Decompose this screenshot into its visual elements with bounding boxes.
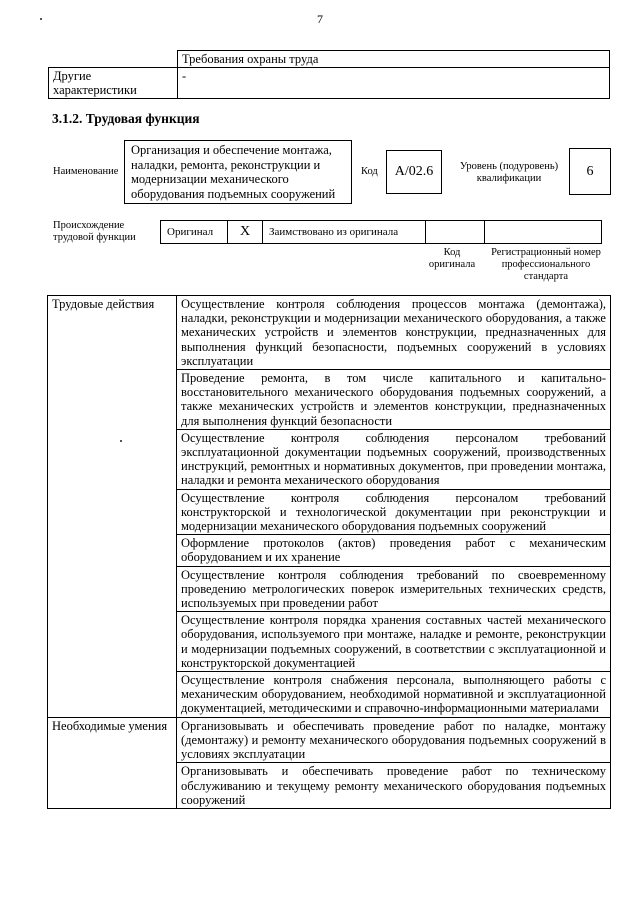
safety-requirements-cell: Требования охраны труда — [178, 51, 610, 68]
registration-number-cell — [485, 221, 602, 244]
original-mark: X — [228, 221, 263, 244]
labor-action-item: Осуществление контроля снабжения персонала, выполняющего работы с механическим оборудованием, необходимой нормативной и эксплуатационной документацией, методическими и справочно-информационными материалами — [177, 672, 611, 718]
original-code-cell — [426, 221, 485, 244]
borrowed-label: Заимствовано из оригинала — [263, 221, 426, 244]
labor-action-item: Осуществление контроля соблюдения процессов монтажа (демонтажа), наладки, реконструкции и модернизации механического оборудования, а также механических устройств и элементов конструкции, предназначенных для выполнения функций безопасности, подъемных сооружений в условиях эксплуатации — [177, 296, 611, 370]
labor-action-item: Осуществление контроля соблюдения персоналом требований конструкторской и технологической документации при реконструкции и модернизации механического оборудования подъемных сооружений — [177, 489, 611, 535]
labor-action-item: Оформление протоколов (актов) проведения работ с механическим оборудованием и их хранение — [177, 535, 611, 566]
function-name-box: Организация и обеспечение монтажа, наладки, ремонта, реконструкции и модернизации механического оборудования подъемных сооружений — [124, 140, 352, 204]
skill-item: Организовывать и обеспечивать проведение работ по техническому обслуживанию и текущему ремонту механического оборудования подъемных сооружений — [177, 763, 611, 809]
registration-number-caption: Регистрационный номер профессионального стандарта — [491, 247, 601, 282]
origin-table — [160, 220, 602, 244]
skill-item: Организовывать и обеспечивать проведение работ по наладке, монтажу (демонтажу) и ремонту механического оборудования подъемных сооружений в условиях эксплуатации — [177, 717, 611, 763]
labor-action-item: Проведение ремонта, в том числе капитального и капитально-восстановительного механического оборудования подъемных сооружений, а также механических устройств и элементов конструкции, предназначенных для выполнения функций безопасности — [177, 370, 611, 430]
qualification-level-box: 6 — [569, 148, 611, 195]
labor-action-item: Осуществление контроля соблюдения требований по своевременному проведению метрологических поверок измерительных технических средств, используемых при проведении работ — [177, 566, 611, 612]
qualification-level-label: Уровень (подуровень) квалификации — [459, 161, 559, 184]
section-title: 3.1.2. Трудовая функция — [52, 111, 200, 126]
code-label: Код — [361, 166, 378, 177]
skills-label: Необходимые умения — [48, 717, 177, 808]
name-label: Наименование — [53, 166, 119, 177]
other-characteristics-label: Другие характеристики — [49, 68, 178, 99]
page-number: 7 — [317, 12, 323, 26]
origin-label: Происхождение трудовой функции — [53, 220, 136, 243]
scan-speck — [120, 440, 122, 442]
other-characteristics-value: - — [178, 68, 610, 99]
original-label: Оригинал — [161, 221, 228, 244]
labor-action-item: Осуществление контроля порядка хранения составных частей механического оборудования, используемого при монтаже, наладке и ремонте, реконструкции и модернизации подъемных сооружений, в соответствии с эксплуатационной и конструкторской документацией — [177, 612, 611, 672]
function-code-box: А/02.6 — [386, 150, 442, 194]
labor-action-item: Осуществление контроля соблюдения персоналом требований эксплуатационной документации подъемных сооружений, производственных инструкций, ремонтных и нормативных документов, при проведении монтажа, наладки и ремонта механического оборудования — [177, 429, 611, 489]
labor-actions-label: Трудовые действия — [48, 296, 177, 718]
characteristics-table — [48, 50, 610, 99]
labor-function-table — [47, 295, 611, 809]
scan-speck — [40, 18, 42, 20]
code-original-caption: Код оригинала — [428, 247, 476, 270]
